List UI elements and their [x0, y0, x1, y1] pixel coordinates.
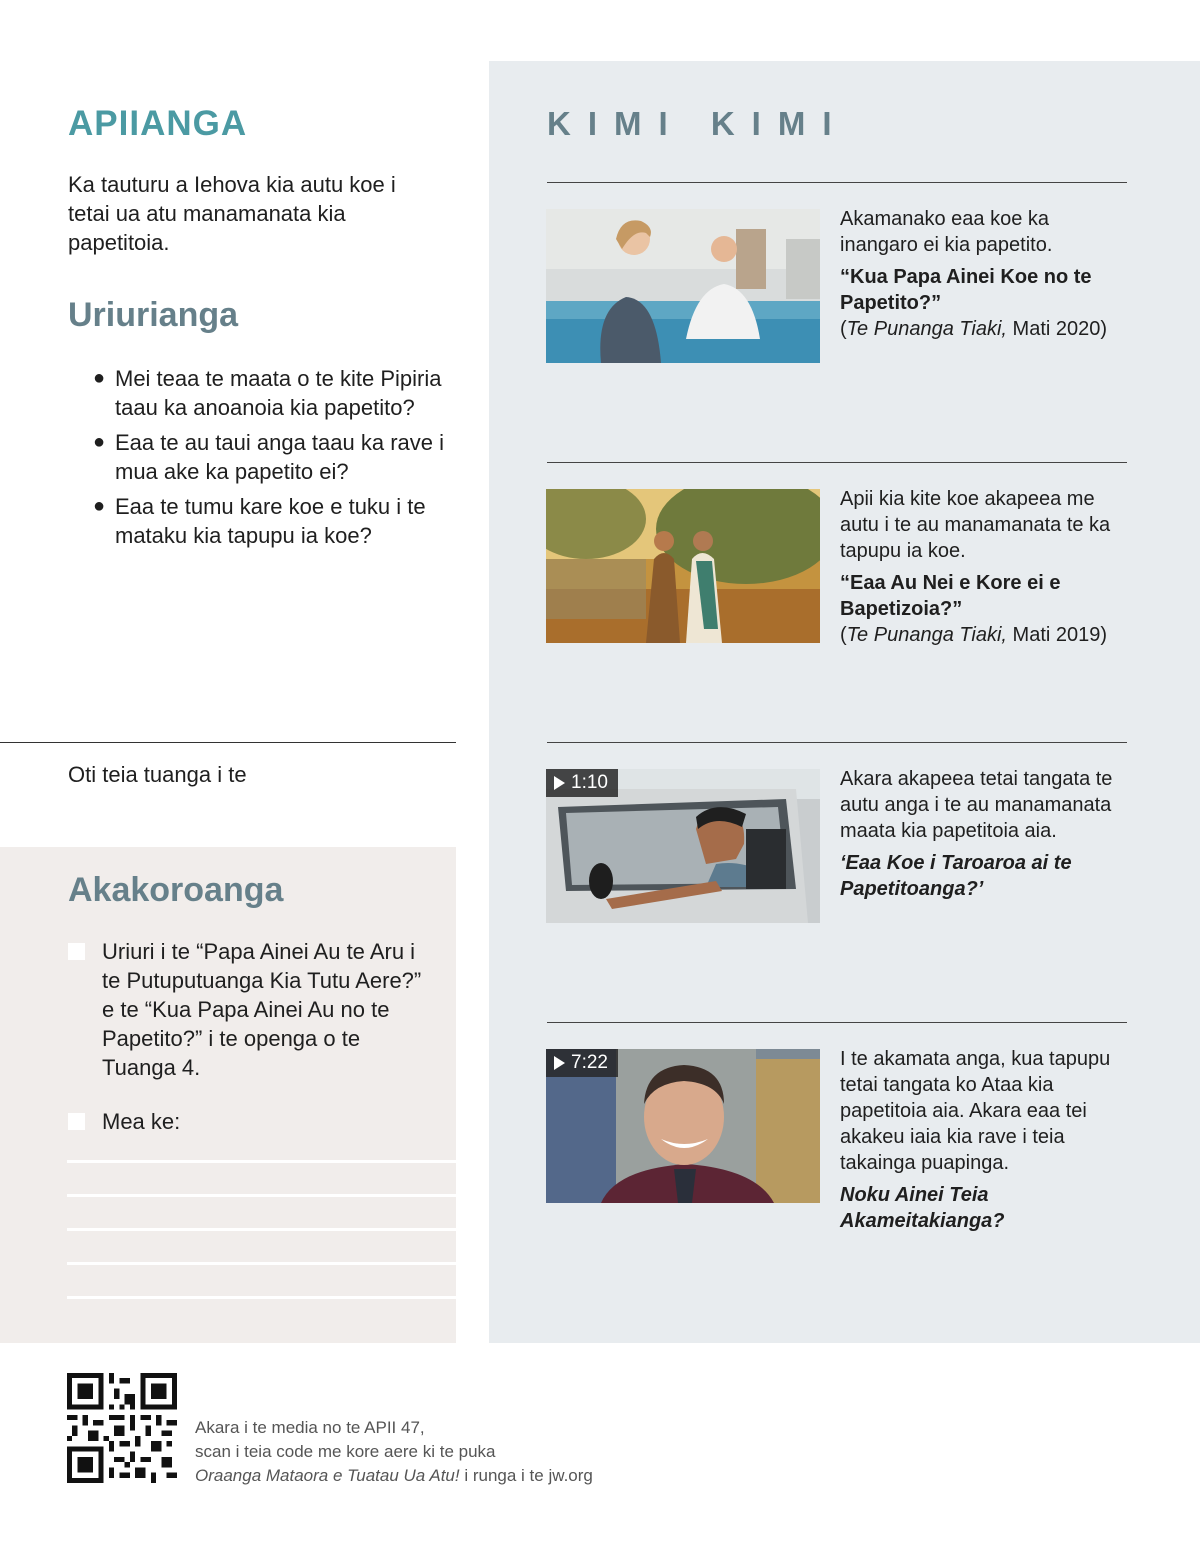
entry-text: Apii kia kite koe akapeea me autu i te au manamanata te ka tapupu ia koe. “Eaa Au Nei e Kore ei e Bapetizoia?” (Te Punanga Tiaki, Mati 2019)	[840, 486, 1130, 648]
divider	[0, 742, 456, 743]
write-line	[67, 1262, 456, 1265]
video-link[interactable]: ‘Eaa Koe i Taroaroa ai te Papetitoanga?’	[840, 852, 1072, 900]
video-link[interactable]: Noku Ainei Teia Akameitakianga?	[840, 1184, 1005, 1232]
divider	[547, 742, 1127, 743]
divider	[547, 1022, 1127, 1023]
article-link[interactable]: “Kua Papa Ainei Koe no te Papetito?”	[840, 266, 1092, 314]
baptism-photo[interactable]	[546, 209, 820, 363]
bullet-icon: ●	[93, 431, 106, 453]
apiianga-heading: APIIANGA	[68, 104, 248, 143]
entry-text: I te akamata anga, kua tapupu tetai tangata ko Ataa kia papetitoia aia. Akara eaa tei akakeu iaia kia rave i teia takainga puapinga. Noku Ainei Teia Akameitakianga?	[840, 1046, 1130, 1234]
write-line	[67, 1296, 456, 1299]
write-line	[67, 1160, 456, 1163]
checkbox[interactable]	[68, 1113, 85, 1130]
bullet-icon: ●	[93, 367, 106, 389]
list-item: ● Eaa te au taui anga taau ka rave i mua ake ka papetito ei?	[93, 430, 445, 484]
goal-item: Mea ke:	[68, 1107, 428, 1136]
entry-text: Akara akapeea tetai tangata te autu anga i te au manamanata maata kia papetitoia aia. ‘Eaa Koe i Taroaroa ai te Papetitoanga?’	[840, 766, 1130, 902]
apiianga-text: Ka tauturu a Iehova kia autu koe i tetai ua atu manamanata kia papetitoia.	[68, 172, 396, 255]
jesus-painting-image	[546, 489, 820, 643]
video-thumbnail[interactable]	[546, 769, 820, 923]
uriurianga-heading: Uriurianga	[68, 296, 239, 334]
list-item: ● Mei teaa te maata o te kite Pipiria taau ka anoanoia kia papetito?	[93, 366, 442, 420]
write-line	[67, 1228, 456, 1231]
akakoroanga-heading: Akakoroanga	[68, 871, 284, 909]
footer-text: Akara i te media no te APII 47, scan i teia code me kore aere ki te puka Oraanga Mataora e Tuatau Ua Atu! i runga i te jw.org	[195, 1418, 593, 1485]
left-column	[0, 0, 456, 1343]
kimi-kimi-panel	[489, 61, 1200, 1343]
book-title: Oraanga Mataora e Tuatau Ua Atu!	[195, 1466, 460, 1485]
bullet-icon: ●	[93, 495, 106, 517]
qr-code-icon[interactable]	[67, 1373, 177, 1483]
kimi-kimi-heading: KIMI KIMI	[547, 105, 849, 142]
play-icon[interactable]	[554, 776, 565, 790]
baptism-image	[546, 209, 820, 363]
uriurianga-list	[93, 364, 453, 556]
video-thumbnail[interactable]	[546, 1049, 820, 1203]
checkbox[interactable]	[68, 943, 85, 960]
completion-date-label: Oti teia tuanga i te	[68, 762, 247, 787]
article-link[interactable]: “Eaa Au Nei e Kore ei e Bapetizoia?”	[840, 572, 1061, 620]
play-icon[interactable]	[554, 1056, 565, 1070]
video-duration-badge: 1:10	[546, 769, 618, 797]
goal-item: Uriuri i te “Papa Ainei Au te Aru i te Putuputuanga Kia Tutu Aere?” e te “Kua Papa Ainei Au no te Papetito?” i te openga o te Tuanga 4.	[68, 937, 428, 1082]
painting-photo[interactable]	[546, 489, 820, 643]
akakoroanga-box	[0, 847, 456, 1343]
entry-text: Akamanako eaa koe ka inangaro ei kia papetito. “Kua Papa Ainei Koe no te Papetito?” (Te Punanga Tiaki, Mati 2020)	[840, 206, 1130, 342]
divider	[547, 182, 1127, 183]
list-item: ● Eaa te tumu kare koe e tuku i te mataku kia tapupu ia koe?	[93, 494, 426, 548]
video-duration-badge: 7:22	[546, 1049, 618, 1077]
divider	[547, 462, 1127, 463]
write-line	[67, 1194, 456, 1197]
